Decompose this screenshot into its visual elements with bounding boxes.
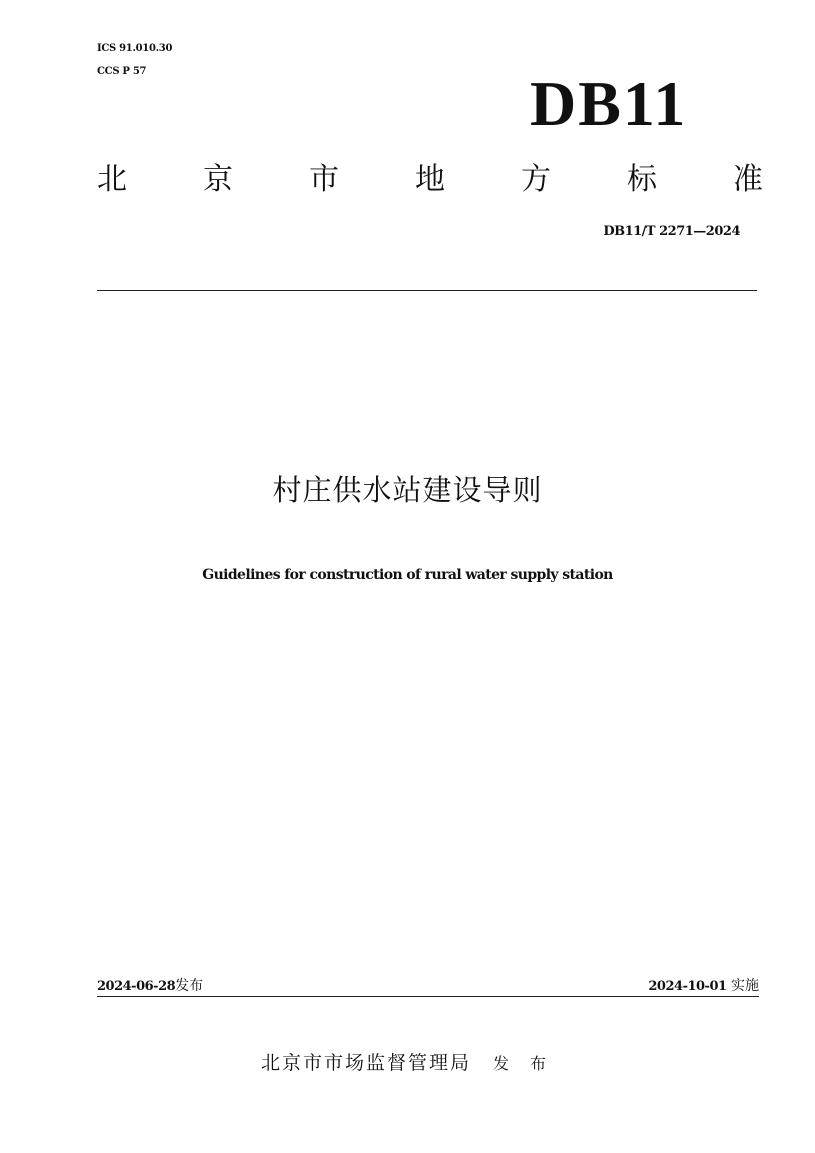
standard-number: DB11/T 2271—2024 <box>603 224 740 239</box>
bottom-divider <box>97 996 759 997</box>
standard-type-char: 北 <box>97 162 127 197</box>
ics-code: ICS 91.010.30 <box>97 43 173 54</box>
standard-type-char: 地 <box>415 162 445 197</box>
standard-type-char: 标 <box>627 162 657 197</box>
ccs-code: CCS P 57 <box>97 66 147 77</box>
standard-type-char: 市 <box>309 162 339 197</box>
issue-label: 发布 <box>175 978 204 994</box>
implement-date-block <box>648 976 759 997</box>
implement-label: 实施 <box>731 978 759 994</box>
issue-date: 2024-06-28 <box>97 979 176 994</box>
issuer-name: 北京市市场监督管理局 <box>260 1052 471 1074</box>
title-chinese: 村庄供水站建设导则 <box>272 473 543 507</box>
standard-type-heading <box>97 160 763 200</box>
standard-type-char: 方 <box>521 162 551 197</box>
top-divider <box>97 290 757 291</box>
issuer-verb: 发 布 <box>492 1054 555 1073</box>
standard-type-char: 京 <box>203 162 233 197</box>
issue-date-block <box>97 976 203 997</box>
title-english: Guidelines for construction of rural water supply station <box>202 567 613 583</box>
implement-date: 2024-10-01 <box>648 979 727 994</box>
standard-type-char: 准 <box>733 162 763 197</box>
db11-logo: DB11 <box>530 68 688 139</box>
issuer-line <box>0 1050 815 1077</box>
